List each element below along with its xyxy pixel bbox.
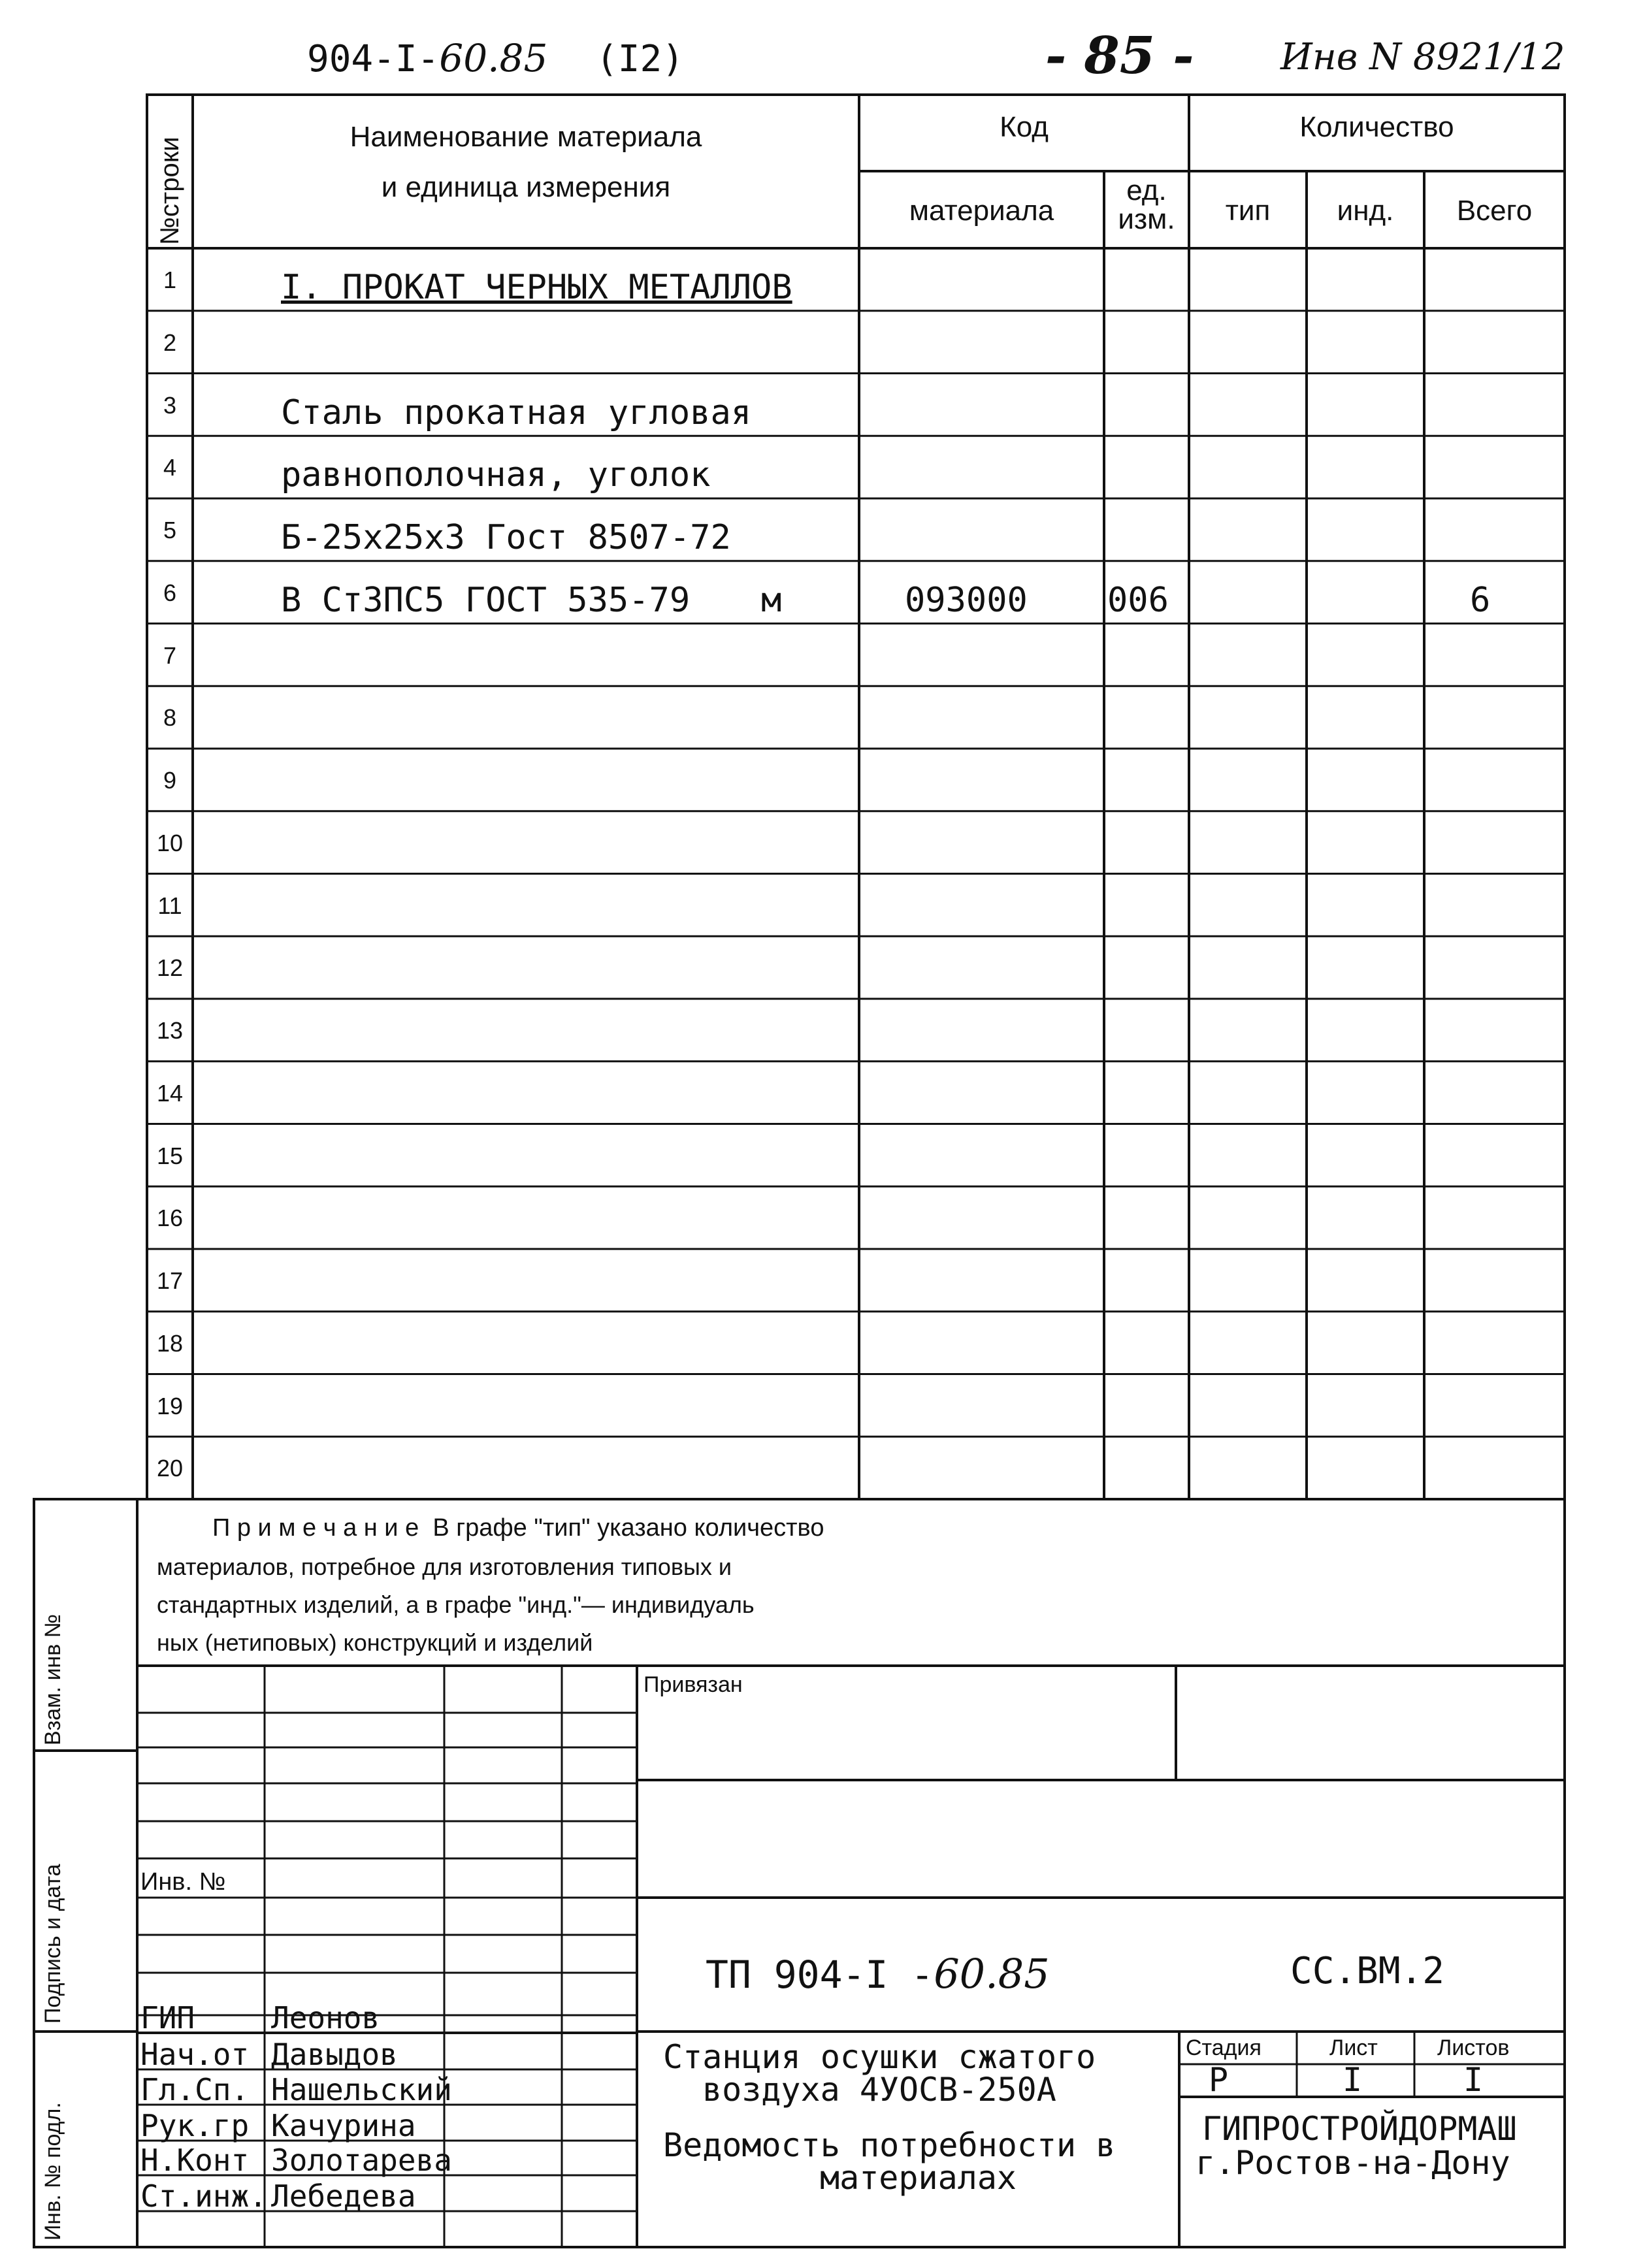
- row-number: 8: [163, 704, 177, 732]
- row-number: 20: [156, 1455, 184, 1482]
- staff-role: Нач.от: [140, 2037, 250, 2072]
- row-number: 7: [163, 641, 177, 669]
- note-line2: материалов, потребное для изготовления типовых и: [157, 1553, 732, 1580]
- row-number: 6: [163, 579, 177, 606]
- row-number: 15: [156, 1142, 184, 1169]
- qty-total: 6: [1470, 580, 1491, 620]
- staff-role: Н.Конт: [140, 2143, 250, 2178]
- doc-part: (I2): [596, 38, 684, 80]
- row-number: 4: [163, 454, 177, 481]
- staff-name: Качурина: [271, 2108, 416, 2143]
- row-number: 13: [156, 1017, 184, 1044]
- staff-role: ГИП: [140, 2000, 195, 2035]
- org-line2: г.Ростов-на-Дону: [1196, 2144, 1510, 2182]
- sheets-label: Листов: [1437, 2035, 1510, 2060]
- material-name: Б-25х25х3 Гост 8507-72: [281, 518, 731, 557]
- row-number: 10: [156, 829, 184, 856]
- row-number: 19: [156, 1392, 184, 1419]
- material-name: I. ПРОКАТ ЧЕРНЫХ МЕТАЛЛОВ: [281, 268, 792, 307]
- staff-name: Золотарева: [271, 2143, 452, 2178]
- org-line1: ГИПРОСТРОЙДОРМАШ: [1202, 2110, 1517, 2148]
- note-line1: П р и м е ч а н и е В графе "тип" указано количество: [212, 1514, 824, 1542]
- tp-code: [706, 1950, 1050, 1998]
- row-number: 12: [156, 954, 184, 982]
- material-code: 093000: [905, 580, 1028, 620]
- row-number: 2: [163, 329, 177, 356]
- tp-code-hand: 60.85: [934, 1950, 1050, 1998]
- privyazan-label: Привязан: [643, 1672, 743, 1697]
- inventory-number: Инв N 8921/12: [1280, 36, 1565, 78]
- staff-role: Ст.инж.: [140, 2179, 267, 2214]
- note-line4: ных (нетиповых) конструкций и изделий: [157, 1629, 593, 1656]
- sheet-label: Лист: [1329, 2035, 1378, 2060]
- quantity-header: Количество: [1299, 111, 1454, 143]
- object-line1: Станция осушки сжатого: [663, 2038, 1096, 2076]
- code-material-header: материала: [909, 195, 1054, 227]
- unit-of-measure: м: [761, 580, 782, 620]
- row-number: 18: [156, 1329, 184, 1357]
- staff-role: Гл.Сп.: [140, 2072, 250, 2107]
- row-number: 1: [163, 267, 177, 293]
- row-number: 16: [156, 1205, 184, 1232]
- staff-role: Рук.гр: [140, 2108, 250, 2143]
- sheet-value: I: [1343, 2061, 1363, 2099]
- staff-name: Леонов: [271, 2000, 380, 2035]
- doc-code-text: 904-I-: [307, 38, 440, 80]
- material-name: равнополочная, уголок: [281, 455, 711, 495]
- object-line2: воздуха 4УОСВ-250А: [702, 2071, 1056, 2109]
- note-line3: стандартных изделий, а в графе "инд."— индивидуаль: [157, 1591, 755, 1618]
- sheets-value: I: [1463, 2061, 1484, 2099]
- row-number: 17: [156, 1267, 184, 1294]
- stage-value: Р: [1209, 2061, 1229, 2099]
- row-number-header: №строки: [155, 137, 184, 245]
- qty-type-header: тип: [1225, 195, 1271, 227]
- staff-name: Лебедева: [271, 2179, 416, 2214]
- inv-no-label: Инв. №: [140, 1868, 226, 1896]
- side-label-inv-podl: Инв. № подл.: [41, 2102, 65, 2241]
- staff-name: Нашельский: [271, 2072, 452, 2107]
- row-number: 11: [157, 892, 182, 919]
- code-unit-header: ед. изм.: [1118, 174, 1175, 235]
- code-header: Код: [1000, 111, 1049, 143]
- doc-line2: материалах: [820, 2159, 1017, 2197]
- name-header-line1: Наименование материала: [350, 121, 702, 153]
- row-number: 3: [163, 391, 177, 419]
- row-number: 9: [163, 767, 177, 794]
- qty-ind-header: инд.: [1337, 195, 1394, 227]
- material-name: В Ст3ПС5 ГОСТ 535-79: [281, 580, 691, 620]
- name-header-line2: и единица измерения: [381, 171, 671, 203]
- unit-code: 006: [1107, 580, 1169, 620]
- doc-code-hand: 60.85: [439, 36, 548, 80]
- tp-code-text: ТП 904-I -: [706, 1952, 934, 1997]
- doc-line1: Ведомость потребности в: [663, 2126, 1116, 2164]
- material-name: Сталь прокатная угловая: [281, 393, 752, 432]
- page-number: - 85 -: [1045, 26, 1194, 86]
- sheet-code: СС.ВМ.2: [1290, 1950, 1445, 1992]
- side-label-podpis: Подпись и дата: [41, 1864, 65, 2024]
- side-label-vzam: Взам. инв №: [41, 1613, 65, 1745]
- staff-name: Давыдов: [271, 2037, 398, 2072]
- stage-label: Стадия: [1186, 2035, 1262, 2060]
- row-number: 5: [163, 517, 177, 543]
- qty-total-header: Всего: [1456, 195, 1533, 227]
- row-number: 14: [156, 1079, 184, 1107]
